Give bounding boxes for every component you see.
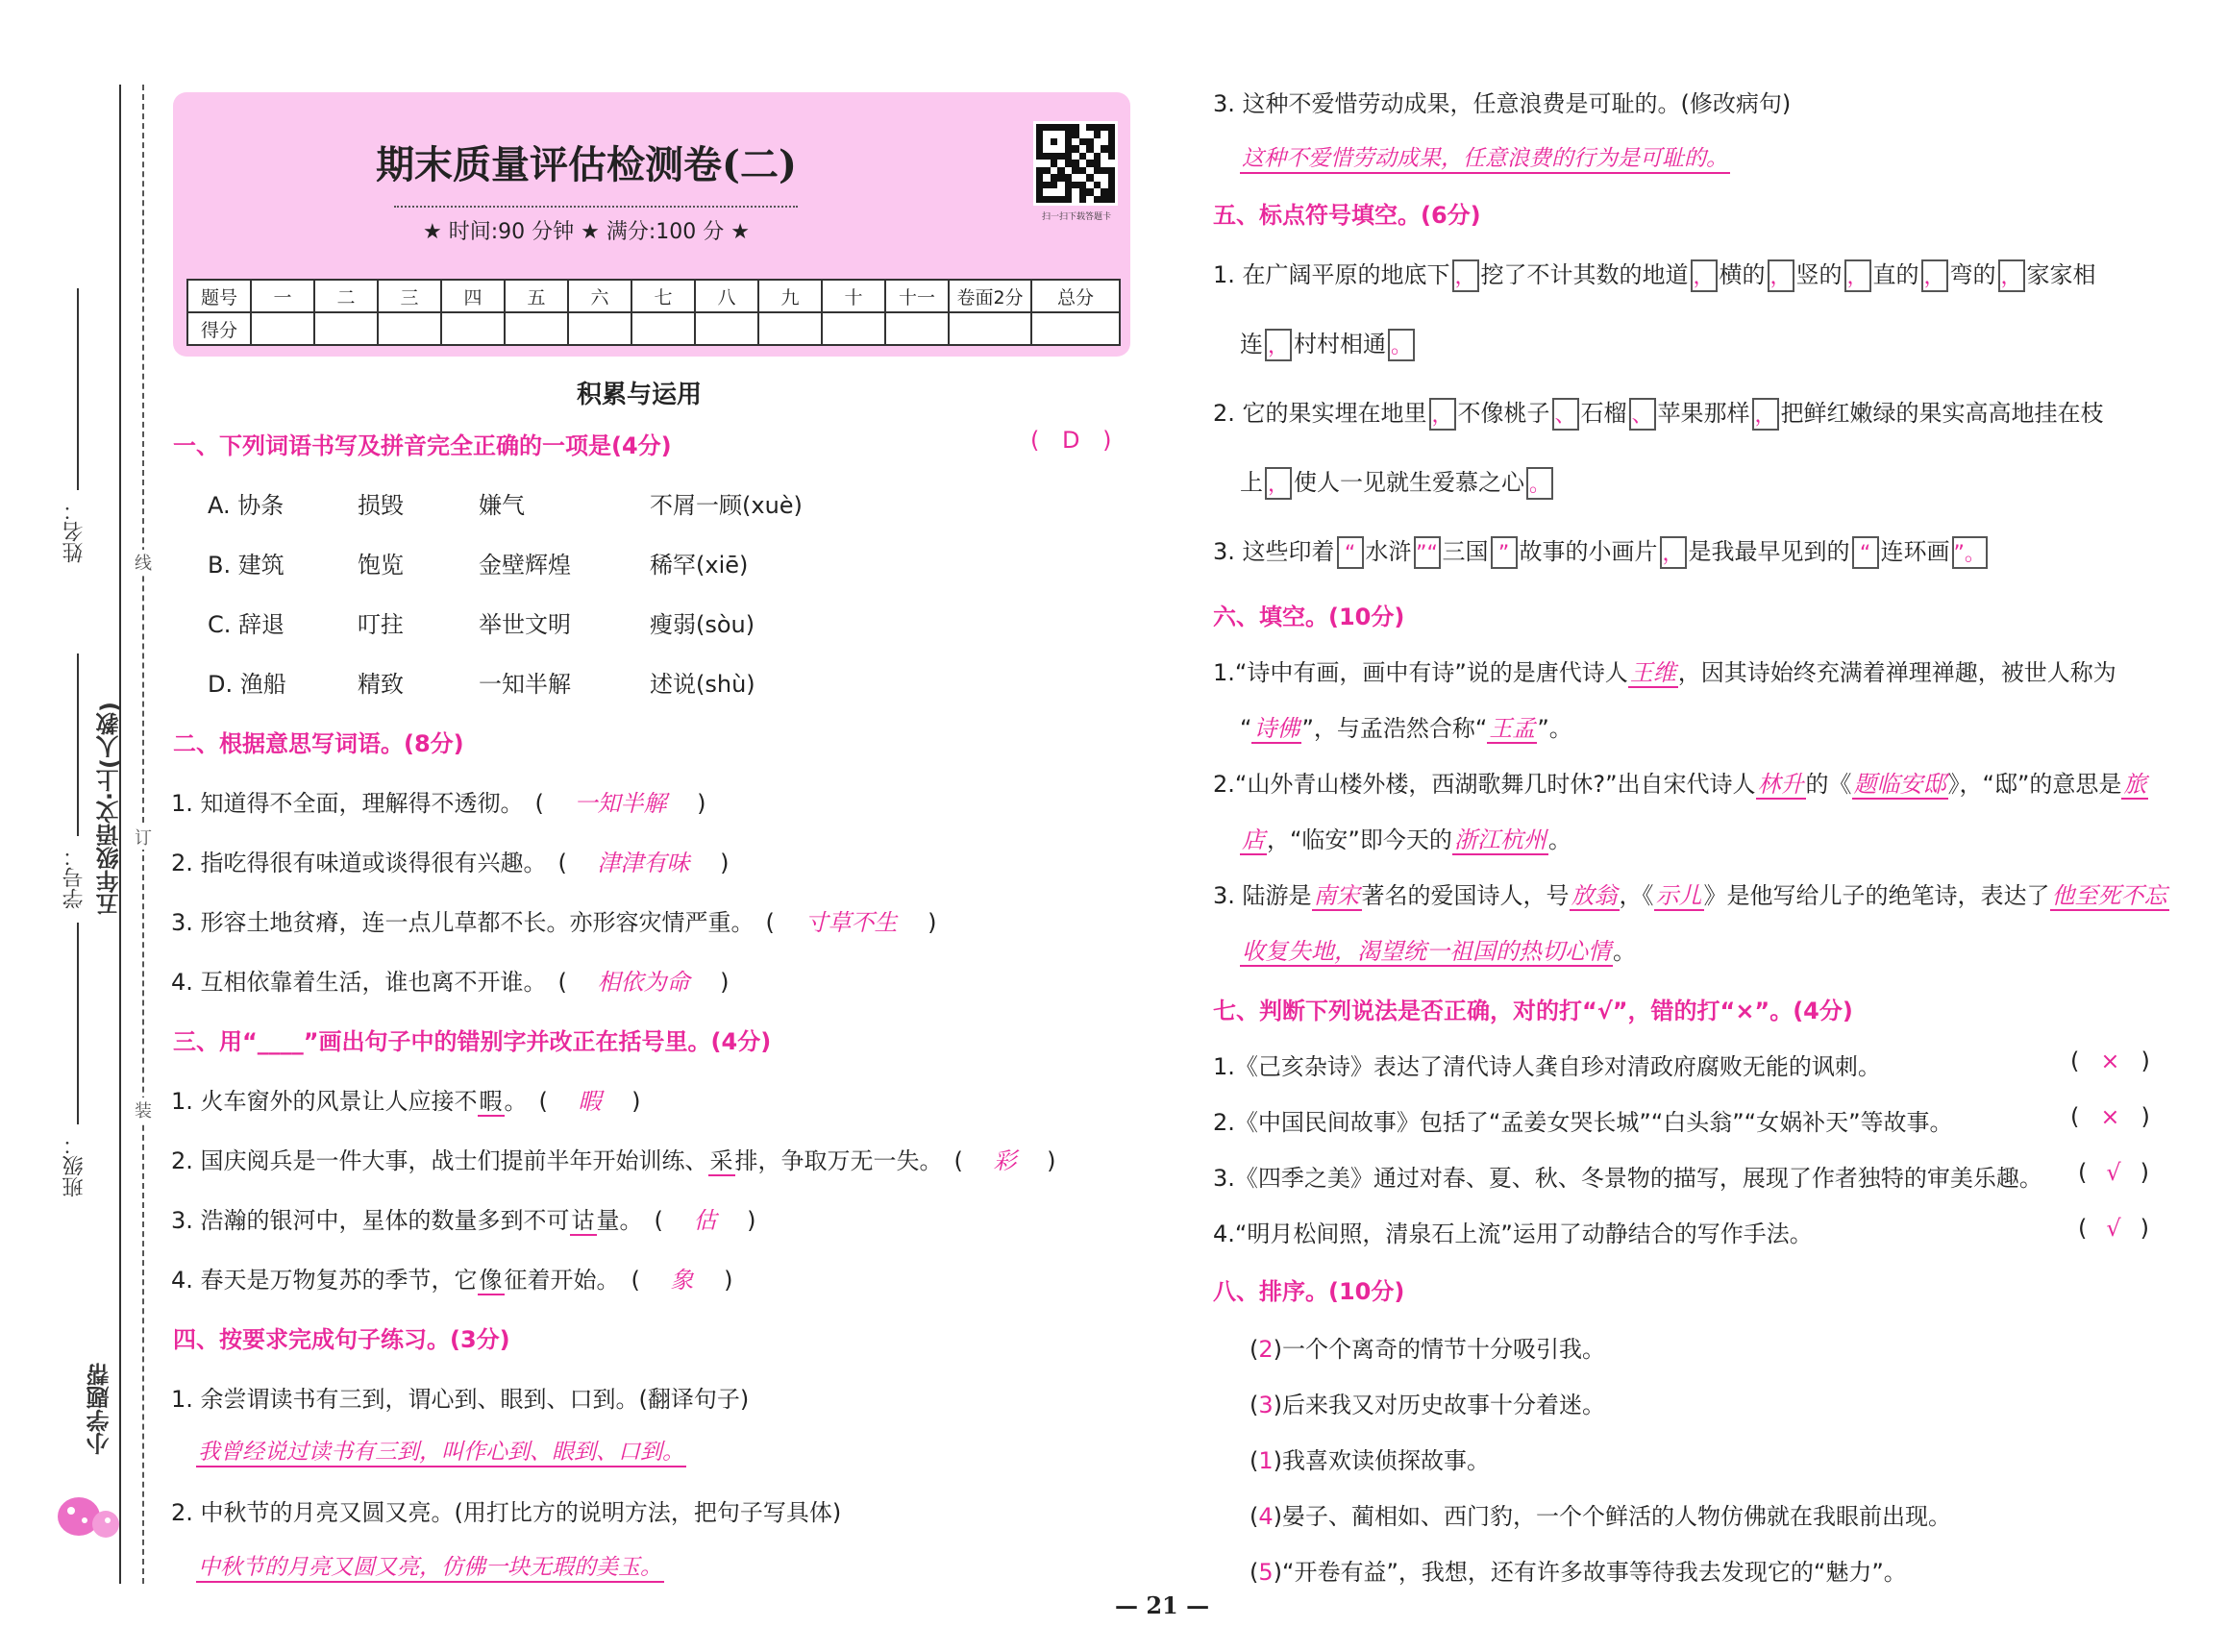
score-cell[interactable] [1031,312,1120,345]
option-c-3: 举世文明 [479,611,571,638]
s2-question-4: 4. 互相依靠着生活，谁也离不开谁。 ( 相依为命 ) [171,969,730,996]
fill-answer: 题临安邸 [1853,771,1946,798]
option-d-4: 述说(shù) [650,671,755,698]
text-run: 苹果那样 [1657,400,1750,427]
text-run: 村村相通 [1294,331,1386,358]
section-4-title: 四、按要求完成句子练习。(3分) [173,1326,510,1353]
punctuation-answer-box: “ [1852,536,1879,569]
s7-question-1: 1.《己亥杂诗》表达了清代诗人龚自珍对清政府腐败无能的讽刺。 [1213,1053,1881,1080]
number-underline [77,653,79,836]
text-run: ”。 [1537,715,1572,742]
s2-question-3: 3. 形容土地贫瘠，连一点儿草都不长。亦形容灾情严重。 ( 寸草不生 ) [171,909,937,936]
fill-answer: 浙江杭州 [1453,826,1547,853]
s8-item-3: (1)我喜欢读侦探故事。 [1250,1447,1491,1474]
s2-answer-3: 寸草不生 [804,909,898,936]
text-run: 三国 [1442,538,1489,565]
s2-answer-4: 相依为命 [597,969,690,996]
score-cell[interactable] [441,312,505,345]
punctuation-answer-box: 。 [1388,329,1415,361]
text-run: 水浒 [1365,538,1412,565]
text-run: 。 [1547,826,1571,853]
col-header: 六 [568,280,631,312]
score-cell[interactable] [822,312,885,345]
fill-answer: 旅 [2123,771,2147,798]
fill-answer: 他至死不忘 [2051,882,2167,909]
s4-answer-1: 我曾经说过读书有三到，叫作心到、眼到、口到。 [196,1434,686,1467]
text-run: 1. 在广阔平原的地底下 [1213,261,1450,288]
text-run: ，“临安”即今天的 [1267,826,1452,853]
fill-answer: 示儿 [1655,882,1702,909]
s8-item-5: (5)“开卷有益”，我想，还有许多故事等待我去发现它的“魅力”。 [1250,1559,1907,1586]
text-run: 。 [1613,938,1636,965]
s8-item-1: (2)一个个离奇的情节十分吸引我。 [1250,1336,1606,1363]
option-b-4: 稀罕(xiē) [650,552,749,579]
answer-choice: D [1062,427,1080,454]
punctuation-answer-box: ， [1265,467,1292,500]
punctuation-answer-box: ， [1768,259,1794,292]
s6-line-6 [1240,932,1636,966]
part-title: 积累与运用 [577,381,703,409]
option-a-2: 损毁 [358,492,404,519]
col-header: 十一 [885,280,949,312]
score-cell[interactable] [505,312,568,345]
text-run: 弯的 [1949,261,1996,288]
class-underline [77,923,79,1124]
fill-answer: 收复失地，渴望统一祖国的热切心情 [1242,938,1611,965]
exam-subtitle: ★ 时间:90 分钟 ★ 满分:100 分 ★ [423,220,750,244]
r-question-3: 3. 这种不爱惜劳动成果，任意浪费是可耻的。(修改病句) [1213,90,1792,117]
text-run: 使人一见就生爱慕之心 [1294,469,1524,496]
option-b-3: 金壁辉煌 [479,552,571,579]
col-header: 一 [251,280,314,312]
score-cell[interactable] [631,312,695,345]
col-header: 五 [505,280,568,312]
s5-line-3 [1213,394,2104,431]
text-run: 直的 [1872,261,1919,288]
s7-question-3: 3.《四季之美》通过对春、夏、秋、冬景物的描写，展现了作者独特的审美乐趣。 [1213,1165,2042,1192]
text-run: 》，“邸”的意思是 [1947,771,2122,798]
punctuation-answer-box: “ [1337,536,1364,569]
text-run: 横的 [1719,261,1766,288]
punctuation-answer-box: ， [1452,259,1479,292]
text-run: 2. 它的果实埋在地里 [1213,400,1427,427]
cut-line-mark-2: 订 [135,825,152,850]
brand-mascot-icon [56,1488,123,1549]
cut-line-mark-3: 装 [135,1097,152,1122]
text-run: 故事的小画片 [1519,538,1658,565]
punctuation-answer-box: ”。 [1952,536,1988,569]
text-run: 1.“诗中有画，画中有诗”说的是唐代诗人 [1213,659,1628,686]
text-run: 不像桃子 [1457,400,1550,427]
fill-answer: 店 [1242,826,1265,853]
text-run: 3. 陆游是 [1213,882,1312,909]
option-d-3: 一知半解 [479,671,571,698]
col-header: 九 [758,280,822,312]
text-run: 连环画 [1880,538,1950,565]
s6-line-5 [1213,876,2169,910]
section-8-title: 八、排序。(10分) [1213,1278,1405,1305]
text-run: 3. 这些印着 [1213,538,1335,565]
fill-answer: 南宋 [1313,882,1360,909]
score-cell[interactable] [949,312,1031,345]
section-5-title: 五、标点符号填空。(6分) [1213,202,1481,229]
s5-line-1 [1213,256,2096,292]
option-b-1: B. 建筑 [208,552,285,579]
punctuation-answer-box: ， [1691,259,1718,292]
row-label: 得分 [187,312,251,345]
s2-answer-2: 津津有味 [597,850,690,876]
punctuation-answer-box: 、 [1552,398,1579,431]
punctuation-answer-box: ， [1265,329,1292,361]
s4-question-1: 1. 余尝谓读书有三到，谓心到、眼到、口到。(翻译句子) [171,1386,750,1413]
punctuation-answer-box: ， [1429,398,1456,431]
option-a-1: A. 协条 [208,492,285,519]
score-cell[interactable] [314,312,378,345]
s6-line-2 [1240,709,1572,743]
punctuation-answer-box: ， [1660,536,1687,569]
fill-answer: 诗佛 [1253,715,1300,742]
score-cell[interactable] [378,312,441,345]
s8-item-2: (3)后来我又对历史故事十分着迷。 [1250,1392,1606,1418]
exam-header [173,92,1130,357]
punctuation-answer-box: ” [1491,536,1518,569]
class-label: 班级： [62,1134,87,1197]
text-run: 挖了不计其数的地道 [1480,261,1689,288]
option-b-2: 饱览 [358,552,404,579]
text-run: 石榴 [1580,400,1627,427]
score-header-row [187,280,1120,312]
fill-answer: 放翁 [1571,882,1618,909]
exam-title: 期末质量评估检测卷(二) [376,142,797,187]
brand-label: 小学题帮 [87,1363,113,1455]
col-header: 四 [441,280,505,312]
s5-line-2 [1240,325,1417,361]
section-3-title: 三、用“____”画出句子中的错别字并改正在括号里。(4分) [173,1028,772,1055]
s6-line-3 [1213,765,2148,799]
text-run: 上 [1240,469,1263,496]
punctuation-answer-box: 。 [1526,467,1553,500]
s3-question-3: 3. 浩瀚的银河中，星体的数量多到不可诂量。 ( 估 ) [171,1207,756,1234]
text-run: ，因其诗始终充满着禅理禅趣，被世人称为 [1677,659,2116,686]
score-table [186,279,1121,346]
wrong-char: 采 [709,1147,733,1174]
s4-question-2: 2. 中秋节的月亮又圆又亮。(用打比方的说明方法，把句子写具体) [171,1499,842,1526]
section-2-title: 二、根据意思写词语。(8分) [173,730,464,757]
text-run: ，《 [1619,882,1654,909]
text-run: 的《 [1805,771,1852,798]
col-header: 七 [631,280,695,312]
s3-answer-1: 暇 [578,1088,602,1115]
col-header: 三 [378,280,441,312]
title-divider [394,206,798,208]
score-cell[interactable] [885,312,949,345]
s7-answer-4: ( √ ) [2078,1215,2150,1242]
text-run: 竖的 [1795,261,1843,288]
s7-answer-3: ( √ ) [2078,1159,2150,1186]
punctuation-answer-box: ， [1844,259,1871,292]
name-label: 姓名： [62,500,87,563]
s3-question-2: 2. 国庆阅兵是一件大事，战士们提前半年开始训练、采排，争取万无一失。 ( 彩 ) [171,1147,1056,1174]
wrong-char: 暇 [479,1088,503,1115]
qr-code-icon [1033,121,1118,206]
text-run: 》是他写给儿子的绝笔诗，表达了 [1703,882,2050,909]
grade-label: 五年级语文·上(人教) [96,702,123,917]
option-a-3: 嫌气 [479,492,525,519]
s3-question-4: 4. 春天是万物复苏的季节，它像征着开始。 ( 象 ) [171,1267,733,1294]
score-cell[interactable] [568,312,631,345]
wrong-char: 诂 [571,1207,595,1234]
punctuation-answer-box: ， [1998,259,2025,292]
score-value-row [187,312,1120,345]
s6-line-4 [1240,821,1571,854]
s2-question-2: 2. 指吃得很有味道或谈得很有兴趣。 ( 津津有味 ) [171,850,730,876]
s7-answer-2: ( × ) [2070,1103,2150,1130]
text-run: “ [1240,715,1252,742]
section-7-title: 七、判断下列说法是否正确，对的打“√”，错的打“×”。(4分) [1213,998,1853,1024]
text-run: ”，与孟浩然合称“ [1301,715,1488,742]
s3-answer-2: 彩 [993,1147,1017,1174]
col-header: 二 [314,280,378,312]
col-header: 卷面2分 [949,280,1031,312]
option-c-4: 瘦弱(sòu) [650,611,755,638]
fill-answer: 王维 [1629,659,1676,686]
fill-answer: 林升 [1757,771,1804,798]
punctuation-answer-box: 、 [1629,398,1656,431]
number-label: 学号： [62,846,87,909]
cut-line-mark-1: 线 [135,550,152,575]
text-run: 著名的爱国诗人，号 [1361,882,1570,909]
text-run: 2.“山外青山楼外楼，西湖歌舞几时休?”出自宋代诗人 [1213,771,1756,798]
punctuation-answer-box: ， [1752,398,1779,431]
option-c-1: C. 辞退 [208,611,285,638]
option-d-1: D. 渔船 [208,671,286,698]
score-cell[interactable] [758,312,822,345]
text-run: 家家相 [2026,261,2096,288]
page-number: — 21 — [1115,1591,1210,1619]
s6-line-1 [1213,653,2116,687]
section-1-title: 一、下列词语书写及拼音完全正确的一项是(4分) [173,432,672,459]
punctuation-answer-box: ， [1921,259,1948,292]
text-run: 连 [1240,331,1263,358]
s5-line-4 [1240,463,1555,500]
option-c-2: 叮拄 [358,611,404,638]
col-header: 八 [695,280,758,312]
s2-question-1: 1. 知道得不全面，理解得不透彻。 ( 一知半解 ) [171,790,706,817]
option-a-4: 不屑一顾(xuè) [650,492,803,519]
s3-question-1: 1. 火车窗外的风景让人应接不暇。 ( 暇 ) [171,1088,641,1115]
s7-answer-1: ( × ) [2070,1048,2150,1074]
row-label: 题号 [187,280,251,312]
punctuation-answer-box: ”“ [1414,536,1441,569]
wrong-char: 像 [479,1267,503,1294]
fill-answer: 王孟 [1489,715,1536,742]
col-header: 总分 [1031,280,1120,312]
text-run: 把鲜红嫩绿的果实高高地挂在枝 [1780,400,2104,427]
text-run: 是我最早见到的 [1688,538,1850,565]
s3-answer-3: 估 [693,1207,717,1234]
qr-caption: 扫一扫下载答题卡 [1041,212,1111,222]
option-d-2: 精致 [358,671,404,698]
s3-answer-4: 象 [670,1267,694,1294]
col-header: 十 [822,280,885,312]
s4-answer-2: 中秋节的月亮又圆又亮，仿佛一块无瑕的美玉。 [196,1549,664,1583]
score-cell[interactable] [251,312,314,345]
s8-item-4: (4)晏子、蔺相如、西门豹，一个个鲜活的人物仿佛就在我眼前出现。 [1250,1503,1952,1530]
section-1-answer: ( D ) [1030,427,1112,454]
r-answer-3: 这种不爱惜劳动成果，任意浪费的行为是可耻的。 [1240,140,1730,174]
name-underline [77,288,79,490]
section-6-title: 六、填空。(10分) [1213,604,1405,630]
s5-line-5 [1213,532,1990,569]
s7-question-2: 2.《中国民间故事》包括了“孟姜女哭长城”“白头翁”“女娲补天”等故事。 [1213,1109,1953,1136]
s2-answer-1: 一知半解 [574,790,667,817]
score-cell[interactable] [695,312,758,345]
s7-question-4: 4.“明月松间照，清泉石上流”运用了动静结合的写作手法。 [1213,1221,1813,1247]
